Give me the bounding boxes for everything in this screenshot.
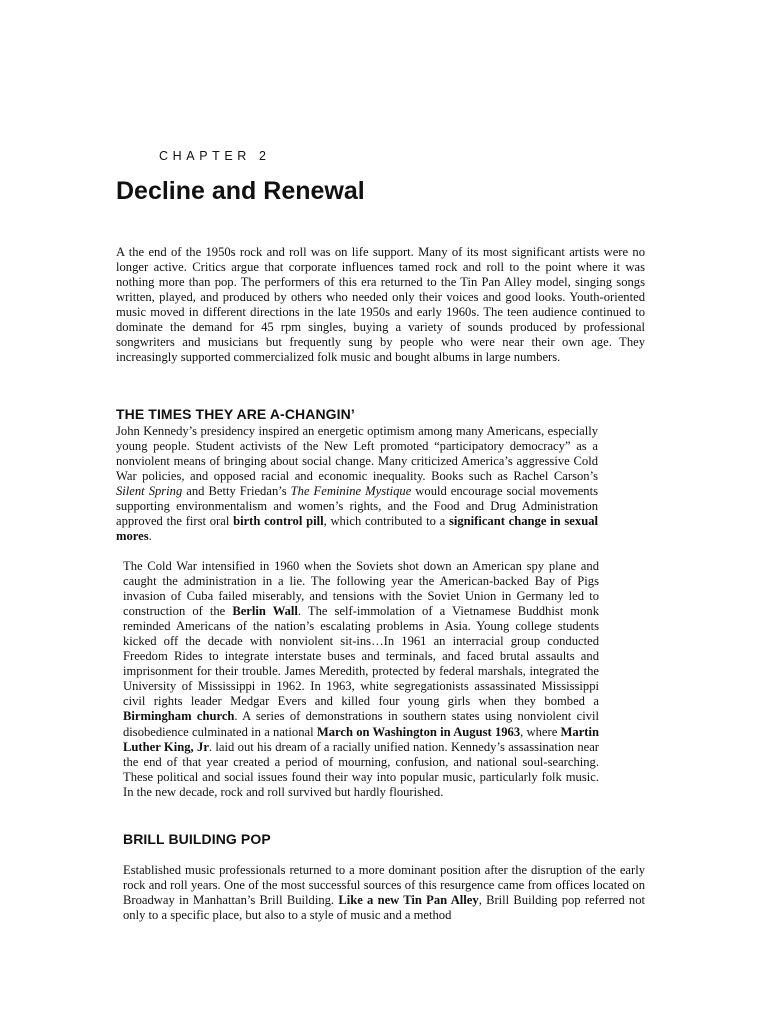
text-run: . The self-immolation of a Vietnamese Buddhist monk reminded Americans of the nation’s escalating problems in Asia. Young college students kicked off the decade with nonviolent sit-ins…In 1961 an interracial group conducted Freedom Rides to integrate interstate buses and terminals, and faced brutal assaults and imprisonment for their trouble. James Meredith, protected by federal marshals, integrated the University of Mississippi in 1962. In 1963, white segregationists assassinated Mississippi civil rights leader Medgar Evers and killed four young girls when they bombed a bbox=[123, 604, 599, 709]
section-heading-times: THE TIMES THEY ARE A-CHANGIN’ bbox=[116, 406, 355, 422]
brill-paragraph-1 bbox=[123, 863, 645, 923]
key-term-birth-control-pill: birth control pill bbox=[233, 514, 324, 529]
text-run: John Kennedy’s presidency inspired an energetic optimism among many Americans, especially young people. Student activists of the New Left promoted “participatory democracy” as a nonviolent means of bringing about social change. Many criticized America’s aggressive Cold War policies, and opposed racial and economic inequality. Books such as Rachel Carson’s bbox=[116, 424, 598, 484]
text-run: , which contributed to a bbox=[323, 514, 449, 529]
text-run: and Betty Friedan’s bbox=[182, 484, 291, 499]
book-title-silent-spring: Silent Spring bbox=[116, 484, 183, 499]
key-term-march-on-washington: March on Washington in August 1963 bbox=[316, 724, 521, 739]
text-run: . laid out his dream of a racially unified nation. Kennedy’s assassination near the end of that year created a period of mourning, confusion, and national soul-searching. These political and social issues found their way into popular music, particularly folk music. In the new decade, rock and roll survived but hardly flourished. bbox=[123, 739, 600, 799]
times-paragraph-2 bbox=[123, 559, 599, 800]
key-term-birmingham-church: Birmingham church bbox=[123, 709, 235, 724]
key-term-tin-pan-alley: Like a new Tin Pan Alley bbox=[338, 893, 479, 908]
times-paragraph-1 bbox=[116, 424, 598, 544]
text-run: Established music professionals returned to a more dominant position after the disruption of the early rock and roll years. One of the most successful sources of this resurgence came from offices located on Broadway in Manhattan’s Brill Building. bbox=[123, 863, 645, 908]
text-run: would encourage social movements supporting environmentalism and women’s rights, and the Food and Drug Administration approved the first oral bbox=[116, 484, 598, 529]
text-run: . bbox=[148, 529, 152, 544]
key-term-martin-luther-king: Martin Luther King, Jr bbox=[123, 724, 600, 754]
book-title-feminine-mystique: The Feminine Mystique bbox=[290, 484, 412, 499]
text-run: . A series of demonstrations in southern states using nonviolent civil disobedience culminated in a national bbox=[123, 709, 599, 739]
intro-paragraph: A the end of the 1950s rock and roll was on life support. Many of its most significant artists were no longer active. Critics argue that corporate influences tamed rock and roll to the point where it was nothing more than pop. The performers of this era returned to the Tin Pan Alley model, singing songs written, played, and produced by others who needed only their voices and good looks. Youth-oriented music moved in different directions in the late 1950s and early 1960s. The teen audience continued to dominate the demand for 45 rpm singles, buying a variety of sounds produced by professional songwriters and musicians but frequently sung by people who were near their own age. They increasingly supported commercialized folk music and bought albums in large numbers. bbox=[116, 245, 645, 365]
text-run: The Cold War intensified in 1960 when the Soviets shot down an American spy plane and caught the administration in a lie. The following year the American-backed Bay of Pigs invasion of Cuba failed miserably, and tensions with the Soviet Union in Germany led to construction of the bbox=[123, 559, 599, 619]
chapter-title: Decline and Renewal bbox=[116, 177, 365, 205]
section-heading-brill: BRILL BUILDING POP bbox=[123, 831, 271, 847]
text-run: , where bbox=[520, 724, 561, 739]
chapter-label: CHAPTER 2 bbox=[159, 149, 271, 163]
key-term-berlin-wall: Berlin Wall bbox=[232, 604, 298, 619]
key-term-sexual-mores: significant change in sexual mores bbox=[116, 514, 598, 544]
text-run: , Brill Building pop referred not only to a specific place, but also to a style of music and a method bbox=[123, 893, 646, 923]
